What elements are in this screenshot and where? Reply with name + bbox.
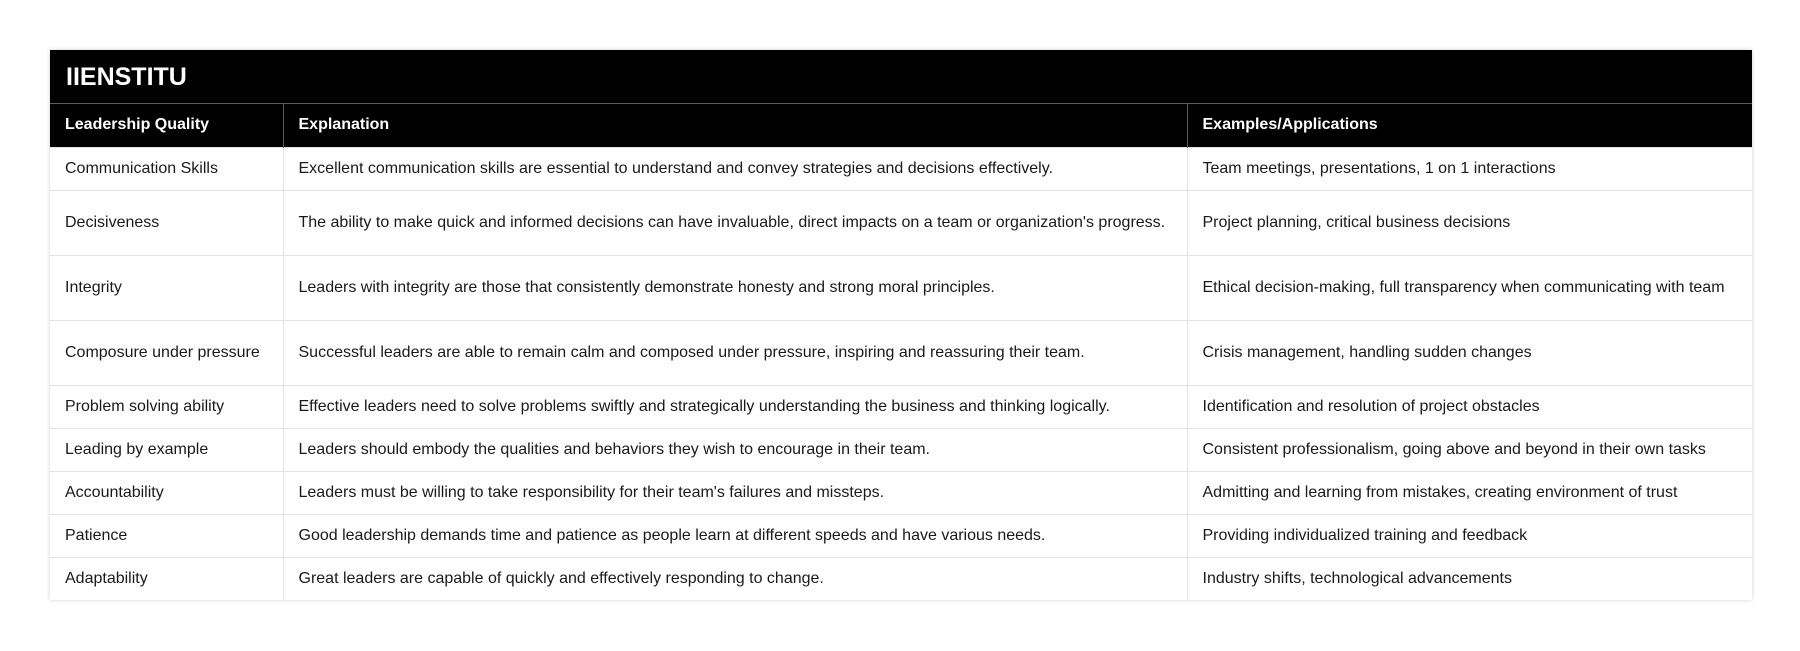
cell-quality: Adaptability [50, 557, 283, 600]
header-examples: Examples/Applications [1187, 104, 1752, 147]
table-row [50, 471, 1752, 514]
cell-examples: Team meetings, presentations, 1 on 1 interactions [1187, 147, 1752, 190]
cell-explanation: Leaders must be willing to take responsibility for their team's failures and missteps. [283, 471, 1187, 514]
cell-explanation: Successful leaders are able to remain calm and composed under pressure, inspiring and reassuring their team. [283, 320, 1187, 385]
cell-explanation: Leaders with integrity are those that consistently demonstrate honesty and strong moral principles. [283, 255, 1187, 320]
table-body [50, 147, 1752, 600]
cell-quality: Problem solving ability [50, 385, 283, 428]
cell-quality: Integrity [50, 255, 283, 320]
cell-examples: Ethical decision-making, full transparency when communicating with team [1187, 255, 1752, 320]
table-row [50, 255, 1752, 320]
leadership-table [50, 104, 1752, 600]
table-row [50, 147, 1752, 190]
cell-examples: Admitting and learning from mistakes, creating environment of trust [1187, 471, 1752, 514]
table-title: IIENSTITU [50, 50, 1752, 104]
table-row [50, 428, 1752, 471]
cell-quality: Accountability [50, 471, 283, 514]
table-row [50, 190, 1752, 255]
table-row [50, 385, 1752, 428]
cell-explanation: Great leaders are capable of quickly and effectively responding to change. [283, 557, 1187, 600]
table-row [50, 320, 1752, 385]
cell-quality: Decisiveness [50, 190, 283, 255]
header-leadership-quality: Leadership Quality [50, 104, 283, 147]
cell-examples: Providing individualized training and feedback [1187, 514, 1752, 557]
cell-quality: Composure under pressure [50, 320, 283, 385]
header-row [50, 104, 1752, 147]
cell-examples: Crisis management, handling sudden changes [1187, 320, 1752, 385]
cell-explanation: Leaders should embody the qualities and behaviors they wish to encourage in their team. [283, 428, 1187, 471]
cell-quality: Leading by example [50, 428, 283, 471]
cell-quality: Communication Skills [50, 147, 283, 190]
table-row [50, 514, 1752, 557]
header-explanation: Explanation [283, 104, 1187, 147]
table-header [50, 104, 1752, 147]
cell-examples: Project planning, critical business decisions [1187, 190, 1752, 255]
cell-explanation: Excellent communication skills are essential to understand and convey strategies and decisions effectively. [283, 147, 1187, 190]
leadership-table-card [50, 50, 1752, 600]
cell-examples: Industry shifts, technological advancements [1187, 557, 1752, 600]
cell-examples: Identification and resolution of project obstacles [1187, 385, 1752, 428]
cell-quality: Patience [50, 514, 283, 557]
cell-explanation: Effective leaders need to solve problems swiftly and strategically understanding the business and thinking logically. [283, 385, 1187, 428]
cell-explanation: Good leadership demands time and patience as people learn at different speeds and have various needs. [283, 514, 1187, 557]
cell-explanation: The ability to make quick and informed decisions can have invaluable, direct impacts on a team or organization's progress. [283, 190, 1187, 255]
cell-examples: Consistent professionalism, going above and beyond in their own tasks [1187, 428, 1752, 471]
table-row [50, 557, 1752, 600]
